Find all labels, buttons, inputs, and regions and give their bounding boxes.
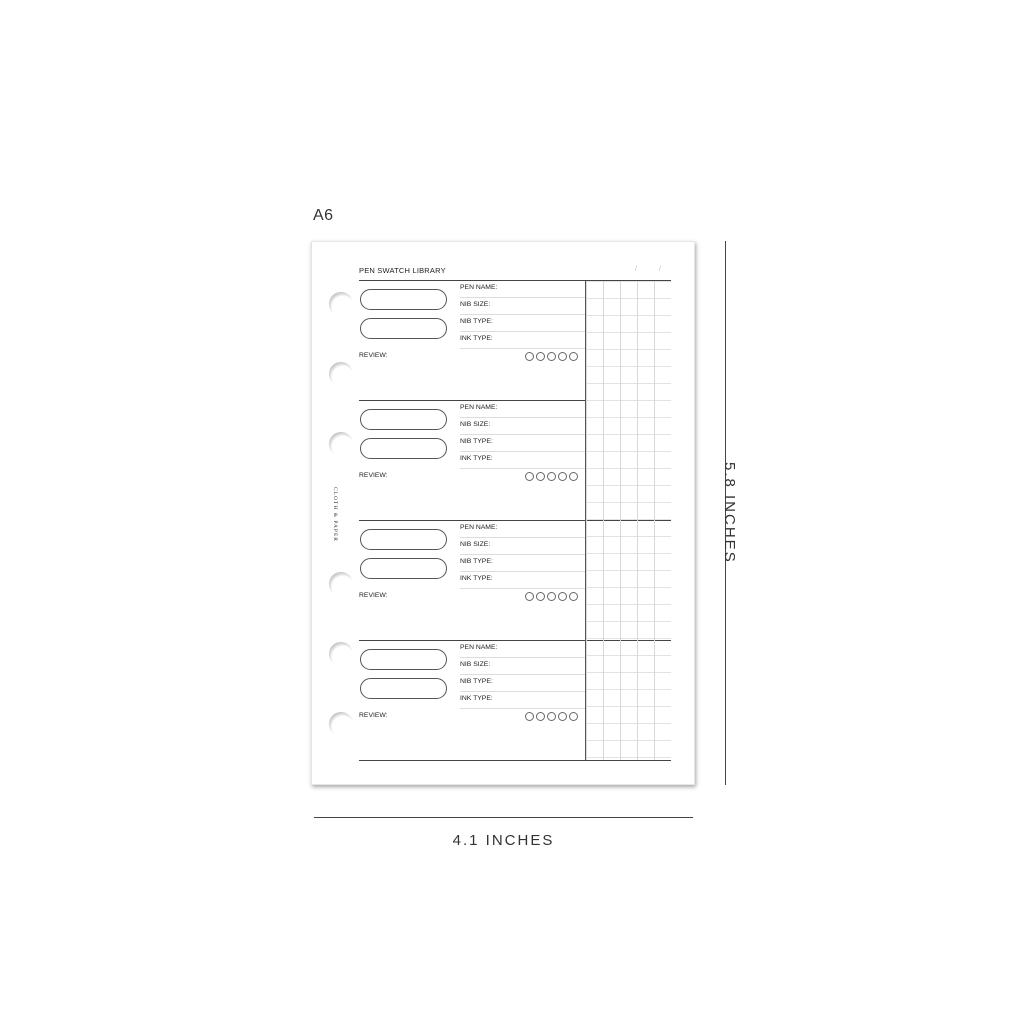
rating-circle[interactable] bbox=[569, 592, 578, 601]
rating-circle[interactable] bbox=[558, 352, 567, 361]
rating-circles bbox=[525, 712, 578, 722]
rating-circle[interactable] bbox=[547, 472, 556, 481]
field-label: NIB SIZE: bbox=[460, 421, 491, 428]
field-label: INK TYPE: bbox=[460, 455, 493, 462]
field-row[interactable] bbox=[460, 418, 585, 435]
rating-circles bbox=[525, 592, 578, 602]
page-title: PEN SWATCH LIBRARY bbox=[359, 266, 446, 275]
field-label: PEN NAME: bbox=[460, 284, 498, 291]
ink-swatch-box[interactable] bbox=[360, 318, 447, 339]
section-rule bbox=[359, 760, 671, 761]
rating-circle[interactable] bbox=[547, 712, 556, 721]
field-label: NIB TYPE: bbox=[460, 678, 493, 685]
binder-hole bbox=[329, 572, 353, 596]
field-label: PEN NAME: bbox=[460, 644, 498, 651]
ink-swatch-box[interactable] bbox=[360, 678, 447, 699]
field-row[interactable] bbox=[460, 281, 585, 298]
rating-circles bbox=[525, 472, 578, 482]
field-label: PEN NAME: bbox=[460, 524, 498, 531]
binder-hole bbox=[329, 642, 353, 666]
binder-hole bbox=[329, 292, 353, 316]
field-label: INK TYPE: bbox=[460, 695, 493, 702]
field-row[interactable] bbox=[460, 521, 585, 538]
ink-swatch-box[interactable] bbox=[360, 558, 447, 579]
field-row[interactable] bbox=[460, 675, 585, 692]
field-label: NIB SIZE: bbox=[460, 661, 491, 668]
swatch-grid bbox=[586, 281, 671, 760]
binder-hole bbox=[329, 712, 353, 736]
rating-circle[interactable] bbox=[525, 352, 534, 361]
rating-circle[interactable] bbox=[558, 712, 567, 721]
planner-page bbox=[311, 241, 695, 785]
review-label: REVIEW: bbox=[359, 712, 388, 719]
field-row[interactable] bbox=[460, 298, 585, 315]
grid-divider bbox=[585, 281, 586, 760]
height-dimension-label: 5.8 INCHES bbox=[721, 462, 738, 564]
width-dimension-label: 4.1 INCHES bbox=[452, 832, 555, 849]
paper-size-label: A6 bbox=[313, 207, 334, 224]
field-label: INK TYPE: bbox=[460, 335, 493, 342]
field-label: NIB TYPE: bbox=[460, 318, 493, 325]
rating-circle[interactable] bbox=[525, 592, 534, 601]
field-row[interactable] bbox=[460, 435, 585, 452]
rating-circle[interactable] bbox=[569, 712, 578, 721]
rating-circle[interactable] bbox=[525, 472, 534, 481]
field-row[interactable] bbox=[460, 658, 585, 675]
rating-circle[interactable] bbox=[558, 472, 567, 481]
ink-swatch-box[interactable] bbox=[360, 289, 447, 310]
review-label: REVIEW: bbox=[359, 472, 388, 479]
field-label: NIB SIZE: bbox=[460, 301, 491, 308]
field-label: INK TYPE: bbox=[460, 575, 493, 582]
rating-circle[interactable] bbox=[536, 352, 545, 361]
field-row[interactable] bbox=[460, 315, 585, 332]
rating-circle[interactable] bbox=[547, 592, 556, 601]
field-row[interactable] bbox=[460, 452, 585, 469]
rating-circle[interactable] bbox=[536, 712, 545, 721]
field-label: NIB SIZE: bbox=[460, 541, 491, 548]
field-row[interactable] bbox=[460, 572, 585, 589]
binder-hole bbox=[329, 362, 353, 386]
rating-circle[interactable] bbox=[525, 712, 534, 721]
review-label: REVIEW: bbox=[359, 592, 388, 599]
review-label: REVIEW: bbox=[359, 352, 388, 359]
rating-circles bbox=[525, 352, 578, 362]
ink-swatch-box[interactable] bbox=[360, 529, 447, 550]
ink-swatch-box[interactable] bbox=[360, 409, 447, 430]
width-dimension-line bbox=[314, 817, 693, 818]
rating-circle[interactable] bbox=[536, 472, 545, 481]
rating-circle[interactable] bbox=[558, 592, 567, 601]
ink-swatch-box[interactable] bbox=[360, 649, 447, 670]
rating-circle[interactable] bbox=[569, 472, 578, 481]
field-label: PEN NAME: bbox=[460, 404, 498, 411]
field-row[interactable] bbox=[460, 332, 585, 349]
ink-swatch-box[interactable] bbox=[360, 438, 447, 459]
date-slashes: / / bbox=[635, 266, 671, 273]
rating-circle[interactable] bbox=[547, 352, 556, 361]
rating-circle[interactable] bbox=[536, 592, 545, 601]
binder-hole bbox=[329, 432, 353, 456]
field-row[interactable] bbox=[460, 555, 585, 572]
field-row[interactable] bbox=[460, 538, 585, 555]
field-row[interactable] bbox=[460, 692, 585, 709]
rating-circle[interactable] bbox=[569, 352, 578, 361]
field-label: NIB TYPE: bbox=[460, 438, 493, 445]
brand-mark: CLOTH & PAPER bbox=[332, 487, 338, 542]
field-row[interactable] bbox=[460, 401, 585, 418]
field-row[interactable] bbox=[460, 641, 585, 658]
field-label: NIB TYPE: bbox=[460, 558, 493, 565]
